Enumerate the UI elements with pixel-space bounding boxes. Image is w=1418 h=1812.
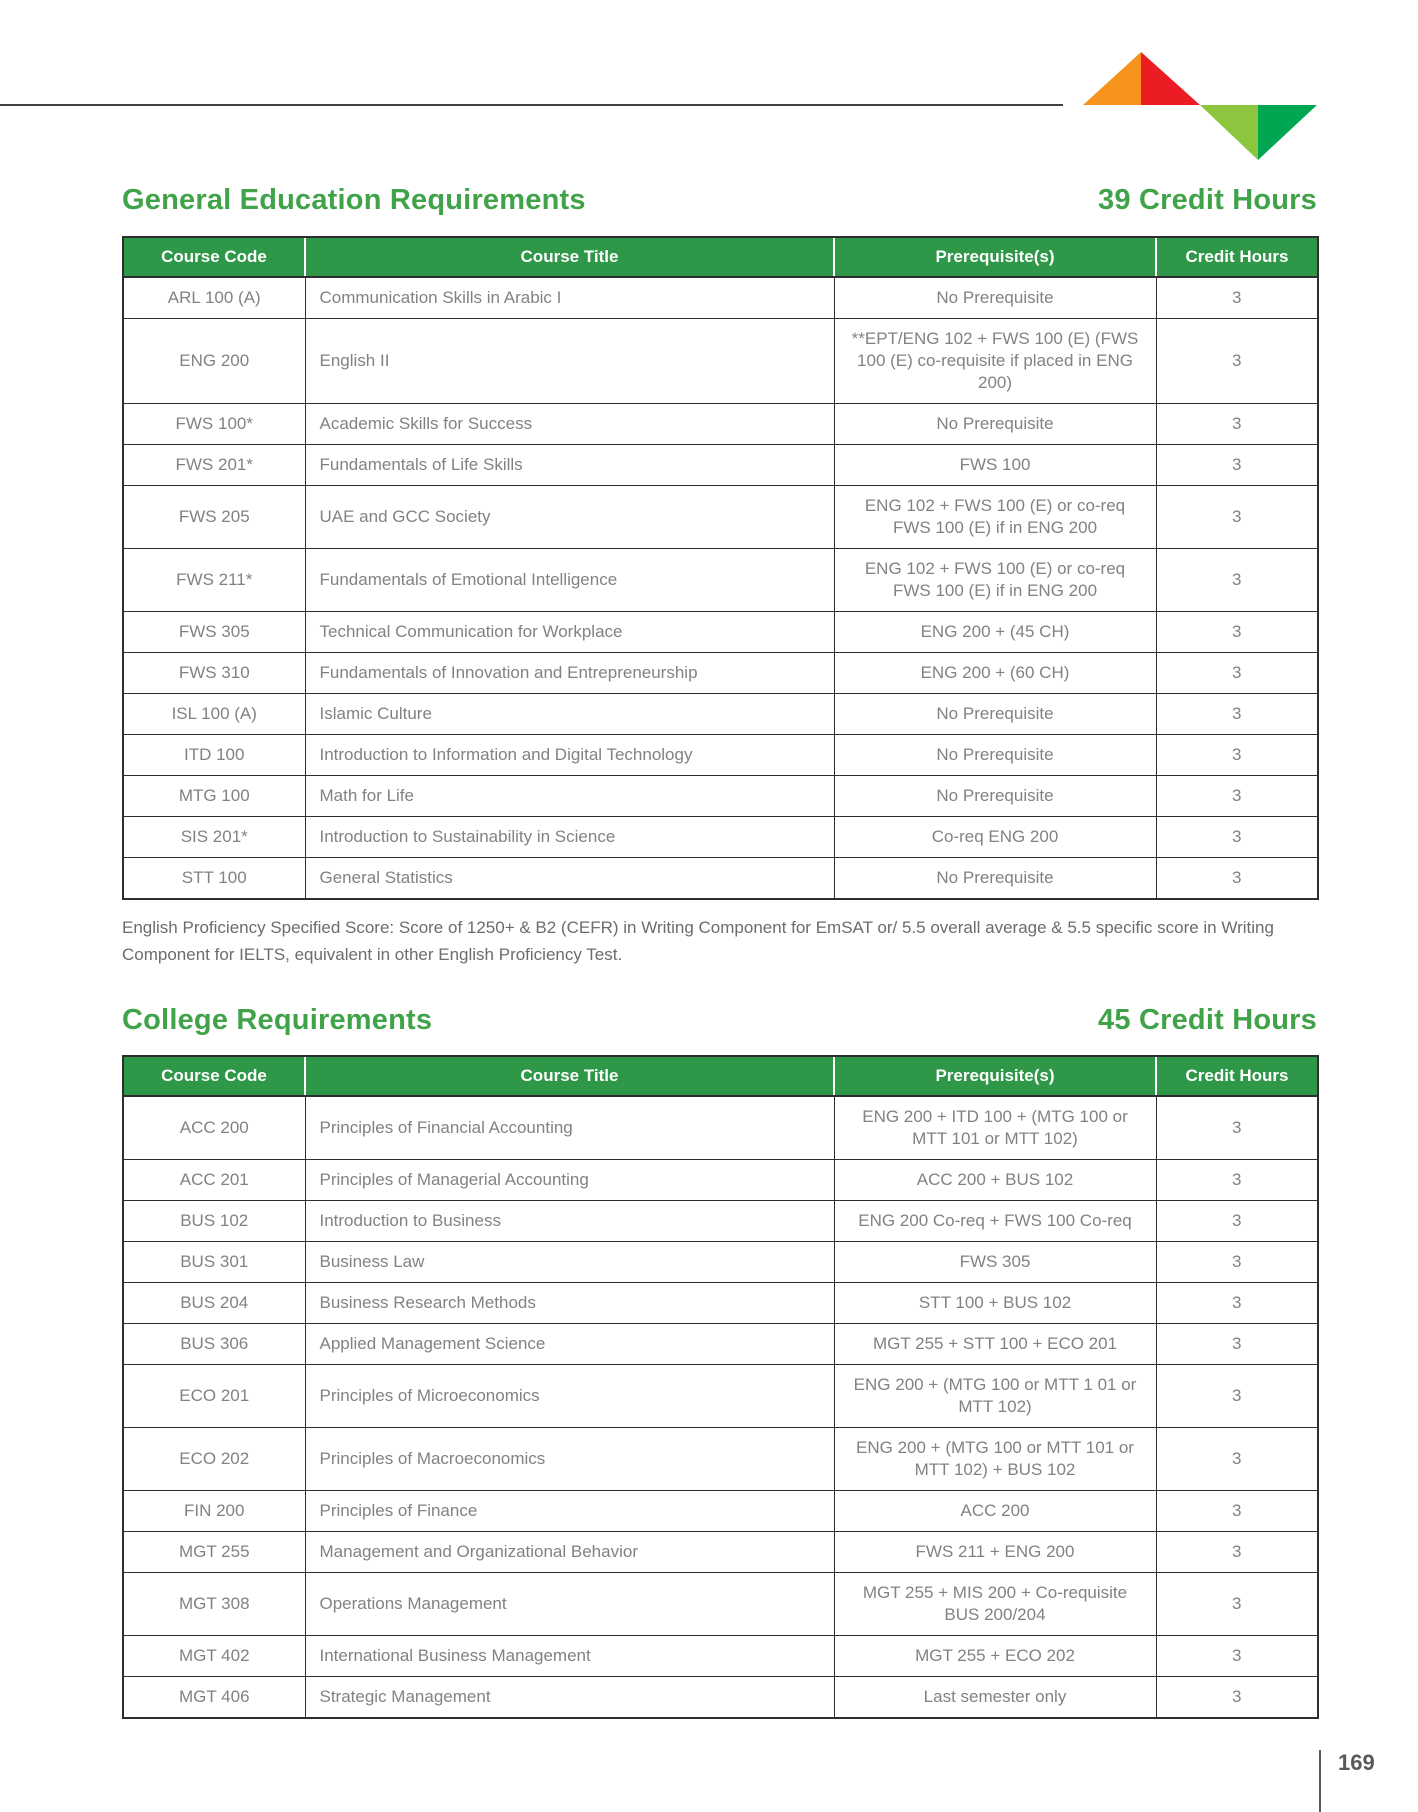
table-row <box>123 1636 1318 1677</box>
page-number-rule <box>1319 1750 1321 1812</box>
course-title-cell: Operations Management <box>305 1573 834 1636</box>
table-row <box>123 486 1318 549</box>
prerequisite-cell: MGT 255 + ECO 202 <box>834 1636 1156 1677</box>
prerequisite-cell: No Prerequisite <box>834 404 1156 445</box>
column-header-course-code: Course Code <box>123 1056 305 1096</box>
course-title-cell: Strategic Management <box>305 1677 834 1719</box>
course-code-cell: FIN 200 <box>123 1491 305 1532</box>
credit-hours-cell: 3 <box>1156 1428 1318 1491</box>
course-code-cell: FWS 201* <box>123 445 305 486</box>
table-header-row <box>123 237 1318 277</box>
course-title-cell: English II <box>305 319 834 404</box>
credit-hours-cell: 3 <box>1156 1324 1318 1365</box>
table-row <box>123 1201 1318 1242</box>
course-title-cell: Communication Skills in Arabic I <box>305 277 834 319</box>
prerequisite-cell: **EPT/ENG 102 + FWS 100 (E) (FWS 100 (E) co-requisite if placed in ENG 200) <box>834 319 1156 404</box>
column-header-credit-hours: Credit Hours <box>1156 1056 1318 1096</box>
course-title-cell: Academic Skills for Success <box>305 404 834 445</box>
credit-hours-cell: 3 <box>1156 1677 1318 1719</box>
course-code-cell: STT 100 <box>123 858 305 900</box>
course-title-cell: Fundamentals of Innovation and Entrepreneurship <box>305 653 834 694</box>
course-code-cell: FWS 205 <box>123 486 305 549</box>
prerequisite-cell: ENG 200 + (45 CH) <box>834 612 1156 653</box>
course-code-cell: BUS 301 <box>123 1242 305 1283</box>
course-title-cell: Principles of Managerial Accounting <box>305 1160 834 1201</box>
credit-hours-cell: 3 <box>1156 653 1318 694</box>
column-header-prerequisites: Prerequisite(s) <box>834 237 1156 277</box>
table-row <box>123 817 1318 858</box>
table-row <box>123 1428 1318 1491</box>
table-row <box>123 1242 1318 1283</box>
course-title-cell: Technical Communication for Workplace <box>305 612 834 653</box>
course-title-cell: UAE and GCC Society <box>305 486 834 549</box>
credit-hours-cell: 3 <box>1156 1201 1318 1242</box>
course-code-cell: FWS 310 <box>123 653 305 694</box>
course-title-cell: Fundamentals of Emotional Intelligence <box>305 549 834 612</box>
prerequisite-cell: ENG 200 + ITD 100 + (MTG 100 or MTT 101 or MTT 102) <box>834 1096 1156 1160</box>
course-code-cell: MGT 406 <box>123 1677 305 1719</box>
course-code-cell: FWS 305 <box>123 612 305 653</box>
section-credit-hours: 45 Credit Hours <box>1098 1004 1317 1036</box>
course-code-cell: ACC 201 <box>123 1160 305 1201</box>
credit-hours-cell: 3 <box>1156 694 1318 735</box>
course-code-cell: ECO 202 <box>123 1428 305 1491</box>
credit-hours-cell: 3 <box>1156 549 1318 612</box>
column-header-course-title: Course Title <box>305 1056 834 1096</box>
prerequisite-cell: Last semester only <box>834 1677 1156 1719</box>
course-title-cell: Principles of Finance <box>305 1491 834 1532</box>
section-title: General Education Requirements <box>122 184 586 216</box>
course-code-cell: SIS 201* <box>123 817 305 858</box>
course-title-cell: Islamic Culture <box>305 694 834 735</box>
prerequisite-cell: ACC 200 + BUS 102 <box>834 1160 1156 1201</box>
general-education-table <box>122 236 1319 900</box>
credit-hours-cell: 3 <box>1156 1160 1318 1201</box>
course-title-cell: Business Research Methods <box>305 1283 834 1324</box>
course-title-cell: General Statistics <box>305 858 834 900</box>
course-title-cell: Introduction to Business <box>305 1201 834 1242</box>
table-row <box>123 404 1318 445</box>
table-row <box>123 1283 1318 1324</box>
table-row <box>123 653 1318 694</box>
credit-hours-cell: 3 <box>1156 776 1318 817</box>
table-row <box>123 1573 1318 1636</box>
course-code-cell: BUS 204 <box>123 1283 305 1324</box>
table-row <box>123 319 1318 404</box>
course-code-cell: MGT 255 <box>123 1532 305 1573</box>
table-row <box>123 1491 1318 1532</box>
prerequisite-cell: ENG 102 + FWS 100 (E) or co-req FWS 100 (E) if in ENG 200 <box>834 549 1156 612</box>
table-row <box>123 445 1318 486</box>
course-code-cell: MGT 308 <box>123 1573 305 1636</box>
prerequisite-cell: ACC 200 <box>834 1491 1156 1532</box>
credit-hours-cell: 3 <box>1156 1636 1318 1677</box>
column-header-course-title: Course Title <box>305 237 834 277</box>
course-title-cell: Business Law <box>305 1242 834 1283</box>
prerequisite-cell: FWS 211 + ENG 200 <box>834 1532 1156 1573</box>
course-title-cell: Applied Management Science <box>305 1324 834 1365</box>
prerequisite-cell: ENG 200 + (MTG 100 or MTT 1 01 or MTT 102) <box>834 1365 1156 1428</box>
course-code-cell: BUS 306 <box>123 1324 305 1365</box>
course-code-cell: ECO 201 <box>123 1365 305 1428</box>
table-header-row <box>123 1056 1318 1096</box>
course-title-cell: Fundamentals of Life Skills <box>305 445 834 486</box>
prerequisite-cell: No Prerequisite <box>834 776 1156 817</box>
credit-hours-cell: 3 <box>1156 1573 1318 1636</box>
course-code-cell: ACC 200 <box>123 1096 305 1160</box>
table-row <box>123 1324 1318 1365</box>
credit-hours-cell: 3 <box>1156 1242 1318 1283</box>
prerequisite-cell: Co-req ENG 200 <box>834 817 1156 858</box>
course-title-cell: Introduction to Information and Digital Technology <box>305 735 834 776</box>
table-row <box>123 277 1318 319</box>
table-row <box>123 1096 1318 1160</box>
prerequisite-cell: No Prerequisite <box>834 858 1156 900</box>
credit-hours-cell: 3 <box>1156 858 1318 900</box>
course-code-cell: MTG 100 <box>123 776 305 817</box>
table-row <box>123 694 1318 735</box>
credit-hours-cell: 3 <box>1156 612 1318 653</box>
section-header-general-education <box>122 184 1317 217</box>
section-header-college-requirements <box>122 1004 1317 1037</box>
prerequisite-cell: MGT 255 + MIS 200 + Co-requisite BUS 200/204 <box>834 1573 1156 1636</box>
course-title-cell: Principles of Financial Accounting <box>305 1096 834 1160</box>
credit-hours-cell: 3 <box>1156 319 1318 404</box>
credit-hours-cell: 3 <box>1156 1096 1318 1160</box>
course-title-cell: Principles of Macroeconomics <box>305 1428 834 1491</box>
column-header-credit-hours: Credit Hours <box>1156 237 1318 277</box>
table-row <box>123 1677 1318 1719</box>
credit-hours-cell: 3 <box>1156 445 1318 486</box>
course-code-cell: FWS 100* <box>123 404 305 445</box>
table-row <box>123 776 1318 817</box>
credit-hours-cell: 3 <box>1156 1365 1318 1428</box>
course-code-cell: BUS 102 <box>123 1201 305 1242</box>
credit-hours-cell: 3 <box>1156 817 1318 858</box>
credit-hours-cell: 3 <box>1156 277 1318 319</box>
credit-hours-cell: 3 <box>1156 1491 1318 1532</box>
course-code-cell: MGT 402 <box>123 1636 305 1677</box>
college-requirements-table <box>122 1055 1319 1719</box>
course-code-cell: FWS 211* <box>123 549 305 612</box>
credit-hours-cell: 3 <box>1156 486 1318 549</box>
column-header-prerequisites: Prerequisite(s) <box>834 1056 1156 1096</box>
prerequisite-cell: ENG 200 + (MTG 100 or MTT 101 or MTT 102) + BUS 102 <box>834 1428 1156 1491</box>
table-row <box>123 1160 1318 1201</box>
prerequisite-cell: No Prerequisite <box>834 735 1156 776</box>
prerequisite-cell: FWS 100 <box>834 445 1156 486</box>
course-title-cell: Principles of Microeconomics <box>305 1365 834 1428</box>
course-code-cell: ENG 200 <box>123 319 305 404</box>
section-title: College Requirements <box>122 1004 433 1036</box>
course-code-cell: ARL 100 (A) <box>123 277 305 319</box>
prerequisite-cell: No Prerequisite <box>834 694 1156 735</box>
table-row <box>123 858 1318 900</box>
section-credit-hours: 39 Credit Hours <box>1098 184 1317 216</box>
table-row <box>123 549 1318 612</box>
page-content <box>122 0 1317 1719</box>
prerequisite-cell: MGT 255 + STT 100 + ECO 201 <box>834 1324 1156 1365</box>
prerequisite-cell: STT 100 + BUS 102 <box>834 1283 1156 1324</box>
prerequisite-cell: ENG 200 + (60 CH) <box>834 653 1156 694</box>
course-title-cell: Management and Organizational Behavior <box>305 1532 834 1573</box>
table-row <box>123 612 1318 653</box>
credit-hours-cell: 3 <box>1156 735 1318 776</box>
table-row <box>123 735 1318 776</box>
english-proficiency-note: English Proficiency Specified Score: Score of 1250+ & B2 (CEFR) in Writing Component for EmSAT or/ 5.5 overall average & 5.5 specific score in Writing Component for IELTS, equivalent in other English Proficiency Test. <box>122 918 1274 964</box>
course-title-cell: International Business Management <box>305 1636 834 1677</box>
credit-hours-cell: 3 <box>1156 1283 1318 1324</box>
credit-hours-cell: 3 <box>1156 404 1318 445</box>
table-row <box>123 1365 1318 1428</box>
prerequisite-cell: FWS 305 <box>834 1242 1156 1283</box>
table-row <box>123 1532 1318 1573</box>
column-header-course-code: Course Code <box>123 237 305 277</box>
course-title-cell: Introduction to Sustainability in Science <box>305 817 834 858</box>
course-title-cell: Math for Life <box>305 776 834 817</box>
page-number: 169 <box>1338 1750 1375 1775</box>
prerequisite-cell: No Prerequisite <box>834 277 1156 319</box>
course-code-cell: ITD 100 <box>123 735 305 776</box>
prerequisite-cell: ENG 102 + FWS 100 (E) or co-req FWS 100 (E) if in ENG 200 <box>834 486 1156 549</box>
course-code-cell: ISL 100 (A) <box>123 694 305 735</box>
prerequisite-cell: ENG 200 Co-req + FWS 100 Co-req <box>834 1201 1156 1242</box>
credit-hours-cell: 3 <box>1156 1532 1318 1573</box>
